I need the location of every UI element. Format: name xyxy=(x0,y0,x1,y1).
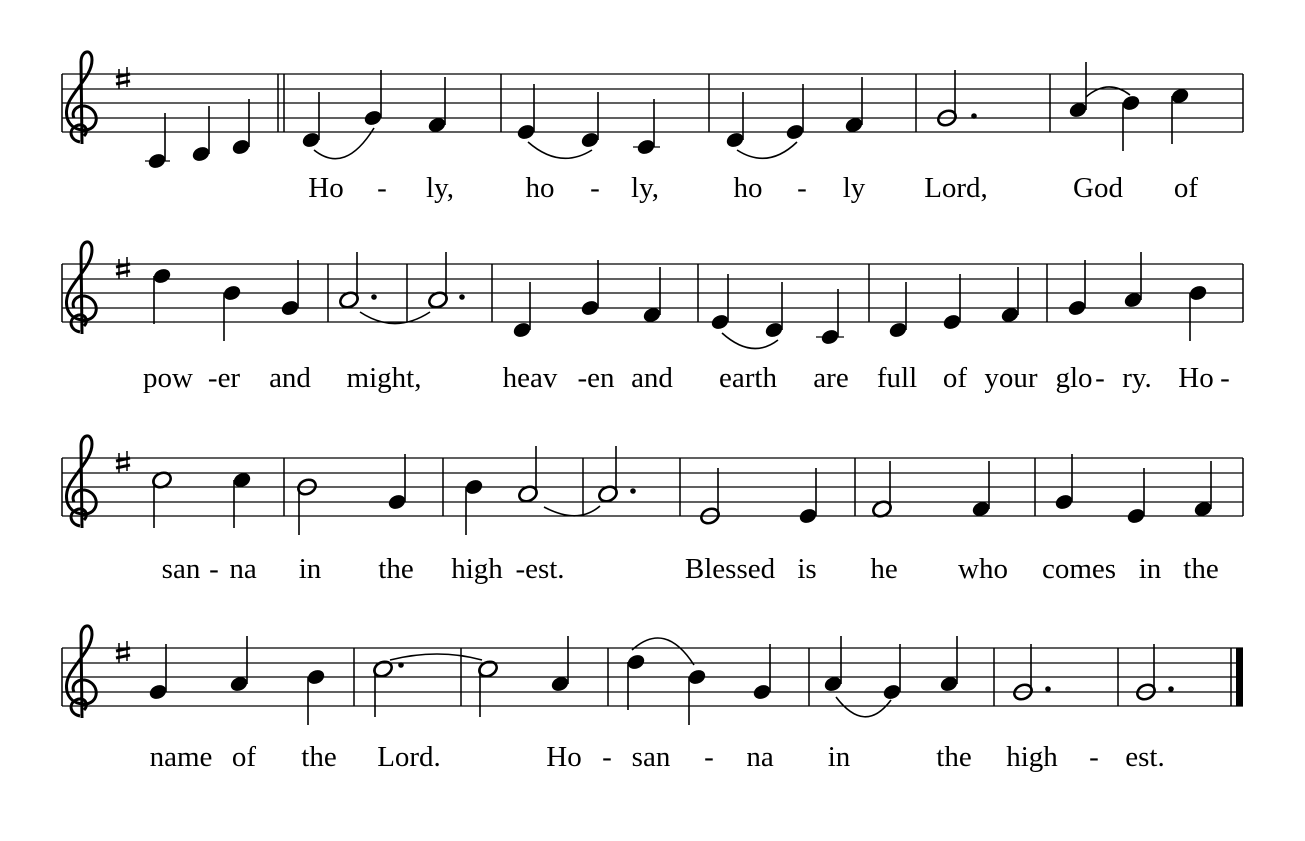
svg-text:he: he xyxy=(870,553,898,585)
svg-text:high: high xyxy=(1006,741,1058,773)
svg-text:heav: heav xyxy=(502,362,558,394)
svg-text:-: - xyxy=(602,741,612,773)
svg-text:Ho: Ho xyxy=(546,741,582,773)
svg-text:-en: -en xyxy=(577,362,615,394)
svg-text:the: the xyxy=(936,741,972,773)
sharp-icon xyxy=(116,257,130,279)
staff-system-2 xyxy=(62,242,1243,394)
lyrics-line-2 xyxy=(143,362,1230,394)
svg-text:in: in xyxy=(827,741,851,773)
sharp-icon xyxy=(116,67,130,89)
treble-clef-icon xyxy=(66,52,96,144)
svg-text:Ho: Ho xyxy=(1178,362,1214,394)
svg-text:the: the xyxy=(378,553,414,585)
svg-text:of: of xyxy=(942,362,968,394)
svg-text:is: is xyxy=(797,553,817,585)
svg-text:earth: earth xyxy=(719,362,777,394)
svg-text:ho: ho xyxy=(525,172,555,204)
staff-system-1 xyxy=(62,52,1243,204)
notes xyxy=(151,446,1213,535)
svg-text:ly: ly xyxy=(842,172,866,204)
svg-text:san: san xyxy=(631,741,671,773)
svg-text:ly,: ly, xyxy=(426,172,454,204)
svg-text:-: - xyxy=(209,553,219,585)
slurs xyxy=(544,506,600,516)
treble-clef-icon xyxy=(66,242,96,334)
notes xyxy=(148,636,1174,725)
lyrics-line-4 xyxy=(150,741,1165,773)
svg-text:ry.: ry. xyxy=(1122,362,1152,394)
svg-text:-: - xyxy=(1089,741,1099,773)
svg-text:pow: pow xyxy=(143,362,193,394)
notes xyxy=(152,252,1209,346)
svg-text:and: and xyxy=(269,362,311,394)
svg-text:Lord.: Lord. xyxy=(377,741,441,773)
svg-text:-: - xyxy=(1095,362,1105,394)
svg-text:your: your xyxy=(984,362,1038,394)
treble-clef-icon xyxy=(66,626,96,718)
svg-text:san: san xyxy=(161,553,201,585)
svg-text:who: who xyxy=(958,553,1008,585)
svg-text:the: the xyxy=(1183,553,1219,585)
notes xyxy=(145,62,1190,170)
svg-text:-: - xyxy=(1220,362,1230,394)
svg-text:-: - xyxy=(590,172,600,204)
svg-text:na: na xyxy=(229,553,257,585)
svg-text:and: and xyxy=(631,362,673,394)
svg-text:God: God xyxy=(1073,172,1123,204)
svg-text:of: of xyxy=(1173,172,1199,204)
svg-text:-er: -er xyxy=(207,362,241,394)
svg-text:the: the xyxy=(301,741,337,773)
staff-lines xyxy=(62,648,1243,706)
svg-text:in: in xyxy=(298,553,322,585)
lyrics-line-1 xyxy=(308,172,1198,204)
svg-text:est.: est. xyxy=(1125,741,1165,773)
svg-text:high: high xyxy=(451,553,503,585)
svg-text:in: in xyxy=(1138,553,1162,585)
staff-system-3 xyxy=(62,436,1243,585)
svg-text:of: of xyxy=(231,741,257,773)
svg-text:ly,: ly, xyxy=(631,172,659,204)
svg-text:Ho: Ho xyxy=(308,172,344,204)
svg-text:might,: might, xyxy=(346,362,422,394)
staff-system-4 xyxy=(62,626,1243,773)
sharp-icon xyxy=(116,641,130,663)
svg-text:full: full xyxy=(876,362,918,394)
svg-text:Blessed: Blessed xyxy=(684,553,776,585)
svg-text:-: - xyxy=(704,741,714,773)
treble-clef-icon xyxy=(66,436,96,528)
svg-text:ho: ho xyxy=(733,172,763,204)
sharp-icon xyxy=(116,451,130,473)
svg-text:are: are xyxy=(813,362,849,394)
svg-text:-est.: -est. xyxy=(515,553,565,585)
svg-text:na: na xyxy=(746,741,774,773)
staff-lines xyxy=(62,74,1243,132)
svg-text:glo: glo xyxy=(1055,362,1093,394)
svg-text:comes: comes xyxy=(1041,553,1117,585)
lyrics-line-3 xyxy=(162,553,1219,585)
svg-text:-: - xyxy=(377,172,387,204)
svg-text:Lord,: Lord, xyxy=(924,172,988,204)
svg-text:-: - xyxy=(797,172,807,204)
svg-text:name: name xyxy=(149,741,213,773)
